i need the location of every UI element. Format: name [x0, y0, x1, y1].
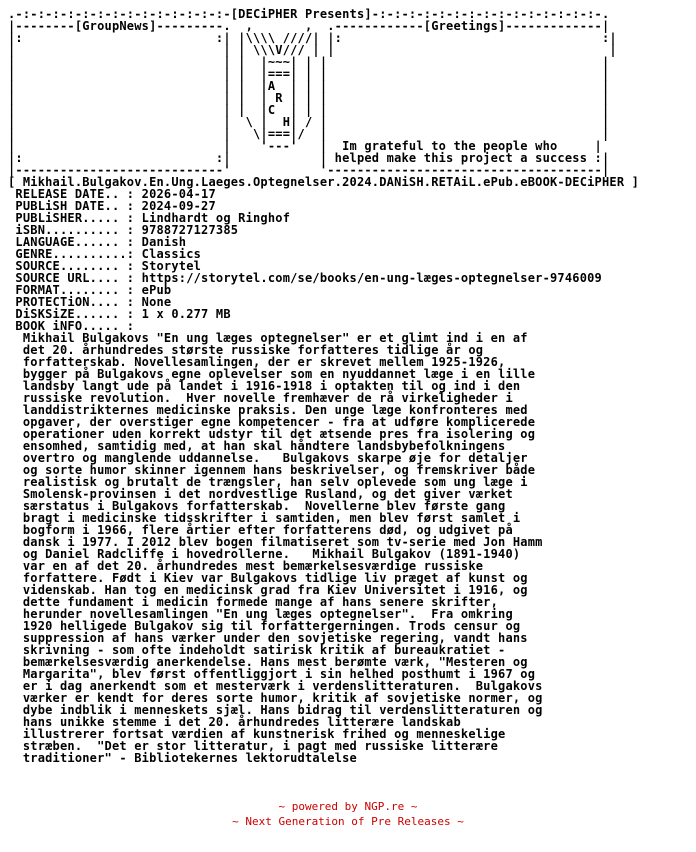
nfo-line: er i dag anerkendt som et mesterværk i verdenslitteraturen. Bulgakovs: [8, 679, 543, 693]
nfo-line: og Daniel Radcliffe i hovedrollerne. Mikhail Bulgakov (1891-1940): [8, 547, 521, 561]
nfo-line: [ Mikhail.Bulgakov.En.Ung.Laeges.Optegnelser.2024.DANiSH.RETAiL.ePub.eBOOK-DECiPHER ]: [8, 175, 640, 189]
nfo-line: videnskab. Han tog en medicinsk grad fra Kiev Universitet i 1916, og: [8, 583, 528, 597]
nfo-line: SOURCE........ : Storytel: [8, 259, 202, 273]
nfo-line: bygger på Bulgakovs egne oplevelser som en nyuddannet læge i en lille: [8, 367, 536, 381]
nfo-line: |--------[GroupNews]---------. , , .------------[Greetings]-------------|: [8, 19, 610, 33]
nfo-line: hans unikke stemme i det 20. århundredes litterære landskab: [8, 715, 461, 729]
nfo-line: russiske revolution. Hver novelle fremhæver de rå virkeligheder i: [8, 391, 513, 405]
nfo-line: Smolensk-provinsen i det nordvestlige Rusland, og det giver værket: [8, 487, 513, 501]
nfo-line: dybe indblik i menneskets sjæl. Hans bidrag til verdenslitteraturen og: [8, 703, 543, 717]
nfo-line: realistisk og brutalt de trængsler, han selv oplevede som ung læge i: [8, 475, 528, 489]
nfo-line: særstatus i Bulgakovs forfatterskab. Novellerne blev første gang: [8, 499, 506, 513]
nfo-line: | | '---' | Im grateful to the people who |: [8, 139, 602, 153]
nfo-line: Margarita", blev først offentliggjort i sin helhed posthumt i 1967 og: [8, 667, 536, 681]
nfo-line: værker er kendt for deres sorte humor, kritik af sovjetiske normer, og: [8, 691, 543, 705]
nfo-line: |: :| |\\\\ ////| |: :|: [8, 31, 617, 45]
nfo-line: stræben. "Det er stor litteratur, i pagt med russiske litterære: [8, 739, 499, 753]
nfo-line: | | | |C | | | |: [8, 103, 610, 117]
nfo-line: | | \ | H| / | |: [8, 115, 610, 129]
nfo-line: | | | |~~~| | | |: [8, 55, 610, 69]
nfo-line: ensomhed, samtidig med, at han skal håndtere landsbybefolkningens: [8, 439, 506, 453]
nfo-line: og sorte humor skinner igennem hans beskrivelser, og fremskriver både: [8, 463, 536, 477]
nfo-line: bogform i 1966, flere årtier efter forfatterens død, og udgivet på: [8, 523, 513, 537]
nfo-line: .-:-:-:-:-:-:-:-:-:-:-:-:-:-:-[DECiPHER Presents]-:-:-:-:-:-:-:-:-:-:-:-:-:-:-:-.: [8, 7, 610, 21]
nfo-line: iSBN.......... : 9788727127385: [8, 223, 239, 237]
nfo-line: dansk i 1977. I 2012 blev bogen filmatiseret som tv-serie med Jon Hamm: [8, 535, 543, 549]
nfo-line: suppression af hans værker under den sovjetiske regering, vandt hans: [8, 631, 528, 645]
nfo-line: RELEASE DATE.. : 2026-04-17: [8, 187, 216, 201]
nfo-line: PUBLiSHER..... : Lindhardt og Ringhof: [8, 211, 291, 225]
nfo-line: skrivning - som ofte indeholdt satirisk kritik af bureaukratiet -: [8, 643, 506, 657]
footer-tagline: ~ Next Generation of Pre Releases ~: [232, 815, 464, 828]
nfo-line: bemærkelsesværdig anerkendelse. Hans mest berømte værk, "Mesteren og: [8, 655, 528, 669]
nfo-line: forfatterskab. Novellesamlingen, der er skrevet mellem 1925-1926,: [8, 355, 506, 369]
nfo-line: |----------------------------' '-------------------------------------|: [8, 163, 610, 177]
nfo-line: PROTECTiON.... : None: [8, 295, 172, 309]
nfo-line: bragt i medicinske tidsskrifter i samtiden, men blev først samlet i: [8, 511, 521, 525]
nfo-line: | | | | R | | | |: [8, 91, 610, 105]
nfo-line: opgaver, der overstiger egne kompetencer - fra at udføre komplicerede: [8, 415, 536, 429]
nfo-line: PUBLiSH DATE.. : 2024-09-27: [8, 199, 216, 213]
nfo-line: traditioner" - Bibliotekernes lektorudtalelse: [8, 751, 357, 765]
nfo-line: herunder novellesamlingen "En ung læges optegnelser". Fra omkring: [8, 607, 513, 621]
nfo-line: overtro og manglende uddannelse. Bulgakovs skarpe øje for detaljer: [8, 451, 528, 465]
footer-powered-by: ~ powered by NGP.re ~: [278, 800, 418, 813]
nfo-line: GENRE..........: Classics: [8, 247, 202, 261]
nfo-line: | | | |A | | | |: [8, 79, 610, 93]
nfo-line: dette fundament i medicin formede mange af hans senere skrifter,: [8, 595, 499, 609]
nfo-line: |: :| | helped make this project a success :|: [8, 151, 610, 165]
nfo-line: landdistrikternes medicinske praksis. Den unge læge konfronteres med: [8, 403, 528, 417]
nfo-line: operationer uden korrekt udstyr til det ætsende pres fra isolering og: [8, 427, 536, 441]
nfo-line: 1920 helligede Bulgakov sig til forfattergerningen. Trods censur og: [8, 619, 521, 633]
nfo-line: illustrerer fortsat værdien af kunstnerisk frihed og menneskelige: [8, 727, 506, 741]
nfo-line: forfattere. Født i Kiev var Bulgakovs tidlige liv præget af kunst og: [8, 571, 528, 585]
nfo-line: BOOK iNFO..... :: [8, 319, 135, 333]
nfo-line: SOURCE URL.... : https://storytel.com/se/books/en-ung-læges-optegnelser-9746009: [8, 271, 602, 285]
nfo-line: | | | \\\V/// | | |: [8, 43, 617, 57]
nfo-line: landsby langt ude på landet i 1916-1918 i optakten til og ind i den: [8, 379, 521, 393]
nfo-line: DiSKSiZE...... : 1 x 0.277 MB: [8, 307, 231, 321]
nfo-line: Mikhail Bulgakovs "En ung læges optegnelser" er et glimt ind i en af: [8, 331, 528, 345]
nfo-line: det 20. århundredes største russiske forfatteres tidlige år og: [8, 343, 484, 357]
nfo-line: | | | |===| | | |: [8, 67, 610, 81]
nfo-document: [8, 8, 639, 764]
nfo-line: var en af det 20. århundredes mest bemærkelsesværdige russiske: [8, 559, 484, 573]
nfo-line: | | \|===|/ | |: [8, 127, 610, 141]
nfo-line: FORMAT........ : ePub: [8, 283, 172, 297]
nfo-line: LANGUAGE...... : Danish: [8, 235, 187, 249]
